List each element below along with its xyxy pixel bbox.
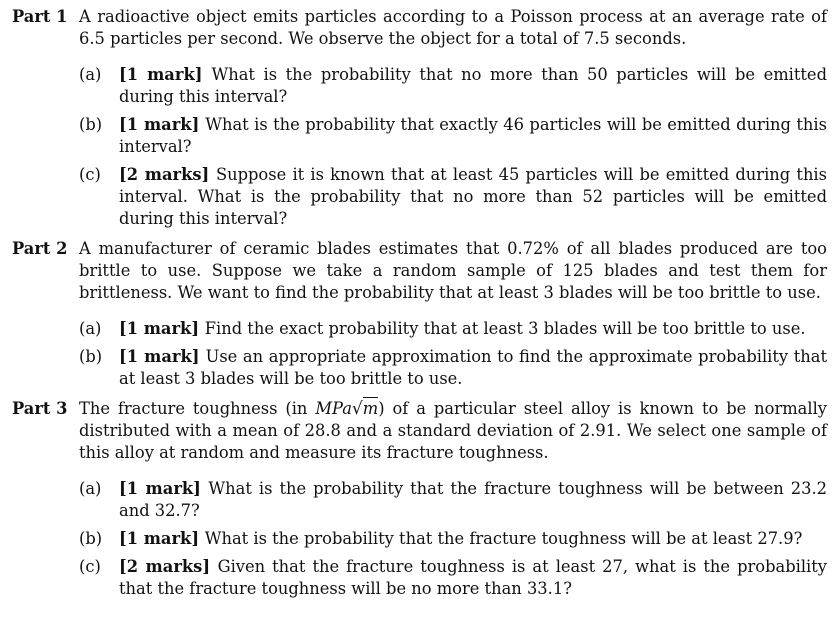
part-3 [12, 398, 827, 600]
intro-text: ) of a particular steel alloy is known to be normally distributed with a mean of 28.8 and a standard deviation of 2.91. We select one sample of this alloy at random and measure its fracture toughness. [79, 399, 827, 462]
unit-math: MPa [315, 399, 352, 418]
question-label: (a) [79, 479, 102, 498]
sqrt-sign-icon: √ [351, 399, 363, 419]
marks-label: [2 marks] [119, 165, 216, 184]
question-item [79, 528, 827, 550]
part-intro: A manufacturer of ceramic blades estimates that 0.72% of all blades produced are too brittle to use. Suppose we take a random sample of 125 blades and test them for brittleness. We want to find the probability that at least 3 blades will be too brittle to use. [79, 239, 827, 302]
marks-label: [1 mark] [119, 319, 205, 338]
part-1 [12, 6, 827, 230]
question-item [79, 478, 827, 522]
question-list [79, 478, 827, 600]
question-label: (b) [79, 347, 103, 366]
question-text: Suppose it is known that at least 45 particles will be emitted during this interval. What is the probability that no more than 52 particles will be emitted during this interval? [119, 165, 827, 228]
question-list [79, 64, 827, 230]
question-text: Use an appropriate approximation to find the approximate probability that at least 3 blades will be too brittle to use. [119, 347, 827, 388]
question-text: Given that the fracture toughness is at least 27, what is the probability that the fracture toughness will be no more than 33.1? [119, 557, 827, 598]
marks-label: [1 mark] [119, 347, 206, 366]
question-label: (b) [79, 115, 103, 134]
part-intro: A radioactive object emits particles according to a Poisson process at an average rate of 6.5 particles per second. We observe the object for a total of 7.5 seconds. [79, 7, 827, 48]
question-label: (b) [79, 529, 103, 548]
question-label: (c) [79, 165, 101, 184]
question-text: Find the exact probability that at least 3 blades will be too brittle to use. [204, 319, 806, 338]
part-label: Part 2 [12, 239, 68, 258]
intro-text: The fracture toughness (in [79, 399, 316, 418]
question-item [79, 318, 827, 340]
marks-label: [1 mark] [119, 65, 212, 84]
question-text: What is the probability that the fracture toughness will be at least 27.9? [204, 529, 803, 548]
question-label: (a) [79, 319, 102, 338]
question-item [79, 164, 827, 230]
marks-label: [2 marks] [119, 557, 218, 576]
sqrt-radicand: m [362, 399, 379, 418]
question-label: (c) [79, 557, 101, 576]
marks-label: [1 mark] [119, 479, 209, 498]
part-label: Part 3 [12, 399, 68, 418]
marks-label: [1 mark] [119, 115, 206, 134]
part-intro [79, 398, 827, 464]
question-item [79, 556, 827, 600]
question-text: What is the probability that no more than 50 particles will be emitted during this interval? [119, 65, 827, 106]
question-item [79, 346, 827, 390]
question-label: (a) [79, 65, 102, 84]
question-text: What is the probability that exactly 46 particles will be emitted during this interval? [119, 115, 827, 156]
marks-label: [1 mark] [119, 529, 205, 548]
problem-sheet [12, 6, 827, 606]
part-2 [12, 238, 827, 390]
question-item [79, 114, 827, 158]
question-list [79, 318, 827, 390]
question-text: What is the probability that the fracture toughness will be between 23.2 and 32.7? [119, 479, 827, 520]
part-label: Part 1 [12, 7, 68, 26]
question-item [79, 64, 827, 108]
